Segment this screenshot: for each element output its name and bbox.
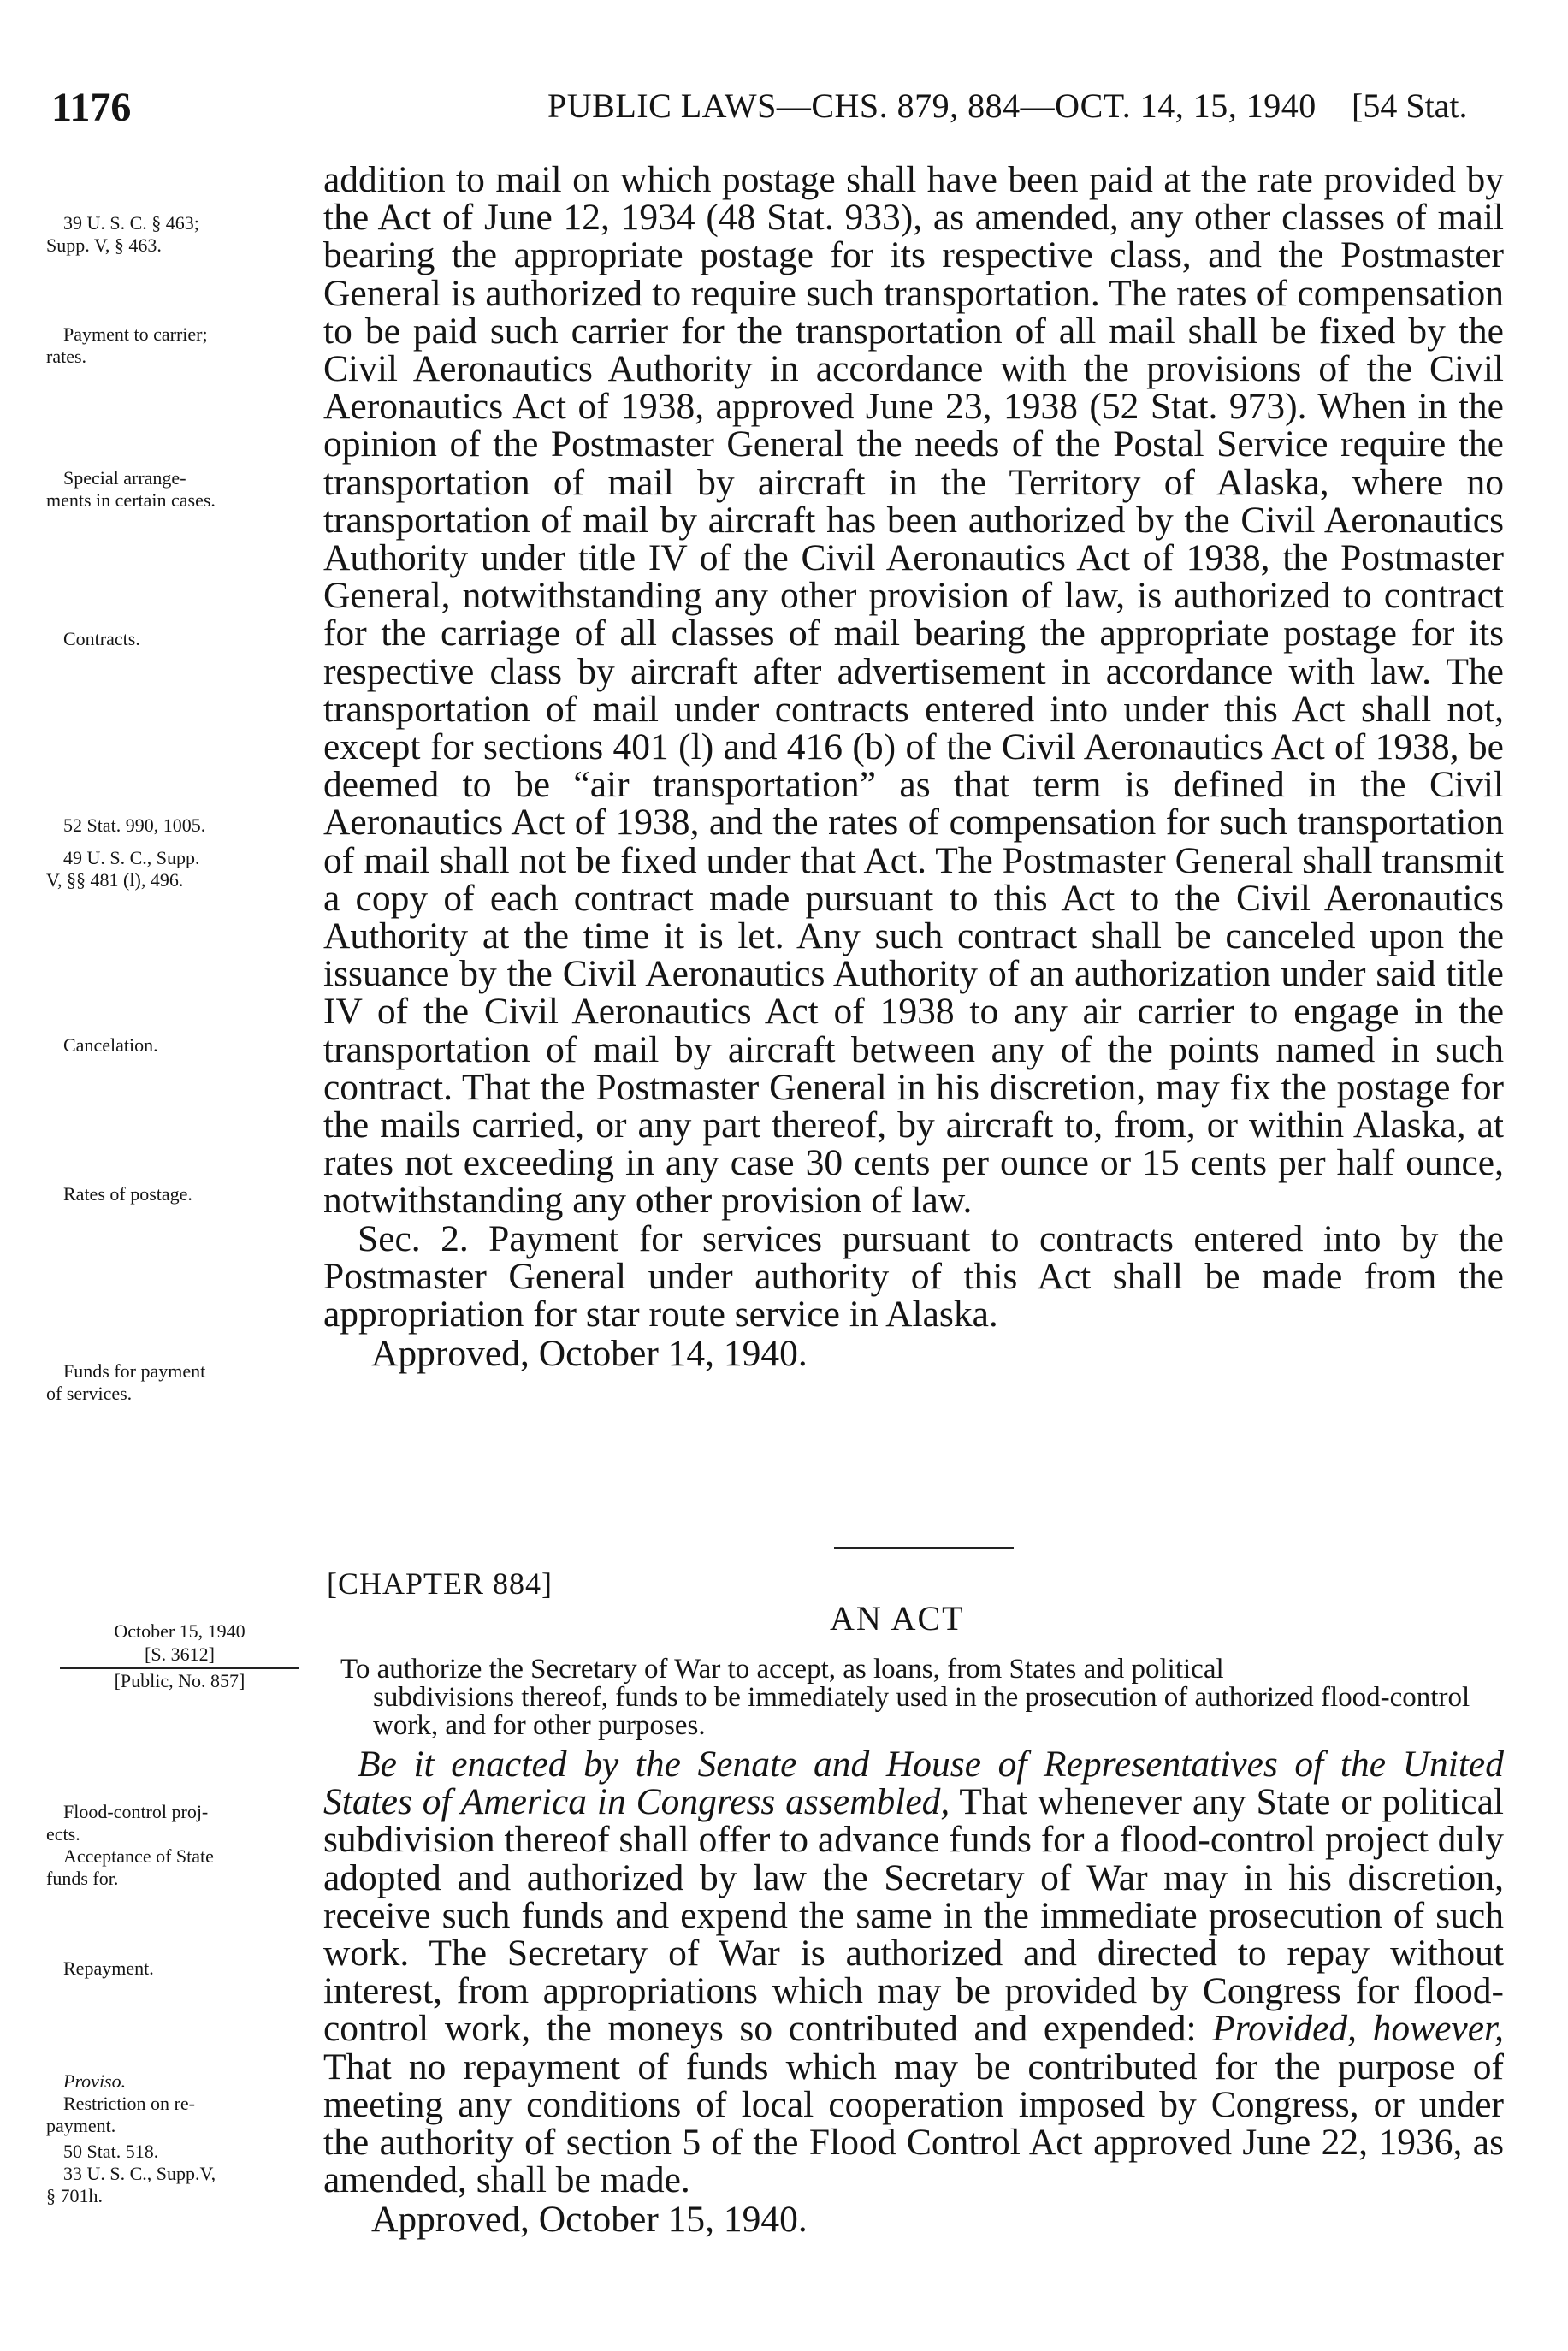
chapter-label: [CHAPTER 884] <box>327 1566 553 1601</box>
margin-note: 39 U. S. C. § 463; Supp. V, § 463. <box>46 212 199 256</box>
chapter-879-text <box>323 161 1504 1373</box>
approval-date: Approved, October 14, 1940. <box>371 1333 808 1375</box>
act-title: To authorize the Secretary of War to accept, as loans, from States and political subdivisions thereof, funds to be immediately used in the prosecution of authorized flood-control work, and for other purposes. <box>340 1654 1470 1741</box>
paragraph: addition to mail on which postage shall have been paid at the rate provided by the Act of June 12, 1934 (48 Stat. 933), as amended, any other classes of mail bearing the appropriate postage for its respective class, and the Postmaster General is authorized to require such transportation. The rates of compensation to be paid such carrier for the transportation of all mail shall be fixed by the Civil Aeronautics Authority in accordance with the provisions of the Civil Aeronautics Act of 1938, approved June 23, 1938 (52 Stat. 973). When in the opinion of the Postmaster General the needs of the Postal Service require the transportation of mail by aircraft in the Territory of Alaska, where no transportation of mail by aircraft has been authorized by the Civil Aeronautics Authority under title IV of the Civil Aeronautics Act of 1938, the Postmaster General, notwithstanding any other provision of law, is authorized to contract for the carriage of all classes of mail bearing the appropriate postage for its respective class by aircraft after advertisement in accordance with law. The transportation of mail under contracts entered into under this Act shall not, except for sections 401 (l) and 416 (b) of the Civil Aeronautics Act of 1938, be deemed to be “air transportation” as that term is defined in the Civil Aeronautics Act of 1938, and the rates of compensation for such transportation of mail shall not be fixed under that Act. The Postmaster General shall transmit a copy of each contract made pursuant to this Act to the Civil Aeronautics Authority at the time it is let. Any such contract shall be canceled upon the issuance by the Civil Aeronautics Authority of an authorization under said title IV of the Civil Aeronautics Act of 1938 to any air carrier to engage in the transportation of mail by aircraft between any of the points named in such contract. That the Postmaster General in his discretion, may fix the postage for the mails carried, or any part thereof, by aircraft to, from, or within Alaska, at rates not exceeding in any case 30 cents per ounce or 15 cents per half ounce, notwithstanding any other provision of law. <box>323 159 1504 1222</box>
page-number: 1176 <box>51 85 132 130</box>
enactment-date: October 15, 1940 <box>114 1620 246 1642</box>
margin-note: 52 Stat. 990, 1005. <box>63 814 206 836</box>
proviso: Provided, however, <box>1212 2008 1504 2050</box>
enacting-clause: Be it enacted by the Senate and House of Representatives of the United States of America in Congress assembled, <box>323 1744 1504 1823</box>
section-2: Sec. 2. Payment for services pursuant to contracts entered into by the Postmaster General under authority of this Act shall be made from the appropriation for star route service in Alaska. <box>323 1217 1504 1335</box>
public-law-number: [Public, No. 857] <box>114 1670 246 1691</box>
margin-note: Restriction on re- payment. <box>46 2093 195 2136</box>
enactment-date-block <box>51 1620 308 1692</box>
act-label: AN ACT <box>830 1599 965 1637</box>
margin-note: 49 U. S. C., Supp. V, §§ 481 (l), 496. <box>46 847 200 891</box>
margin-note: Funds for payment of services. <box>46 1360 206 1404</box>
margin-note: Proviso. <box>63 2070 127 2092</box>
chapter-884-text <box>323 1745 1504 2239</box>
running-head: PUBLIC LAWS—CHS. 879, 884—OCT. 14, 15, 1940 <box>547 86 1317 125</box>
margin-note: Rates of postage. <box>63 1183 192 1205</box>
margin-note: Cancelation. <box>63 1034 158 1056</box>
margin-note: Payment to carrier; rates. <box>46 323 208 367</box>
margin-note: 50 Stat. 518. <box>63 2141 159 2162</box>
margin-note: Special arrange- ments in certain cases. <box>46 467 216 511</box>
margin-note: Contracts. <box>63 628 140 649</box>
margin-note: Repayment. <box>63 1957 154 1979</box>
section-divider <box>834 1547 1014 1549</box>
margin-note: Acceptance of State funds for. <box>46 1845 214 1889</box>
statute-volume: [54 Stat. <box>1352 86 1468 125</box>
margin-note: 33 U. S. C., Supp.V, § 701h. <box>46 2163 216 2206</box>
margin-note: Flood-control proj- ects. <box>46 1801 209 1845</box>
approval-date: Approved, October 15, 1940. <box>371 2199 808 2241</box>
enacting-paragraph: Be it enacted by the Senate and House of Representatives of the United States of America in Congress assembled, That whenever any State or political subdivision thereof shall offer to advance funds for a flood-control project duly adopted and authorized by law the Secretary of War may in his discretion, receive such funds and expend the same in the immediate prosecution of such work. The Secretary of War is authorized and directed to repay without interest, from appropriations which may be provided by Congress for flood-control work, the moneys so contributed and expended: Provided, however, That no repayment of funds which may be contributed for the purpose of meeting any conditions of local cooperation imposed by Congress, or under the authority of section 5 of the Flood Control Act approved June 22, 1936, as amended, shall be made. <box>323 1744 1504 2201</box>
senate-bill: [S. 3612] <box>145 1643 215 1665</box>
